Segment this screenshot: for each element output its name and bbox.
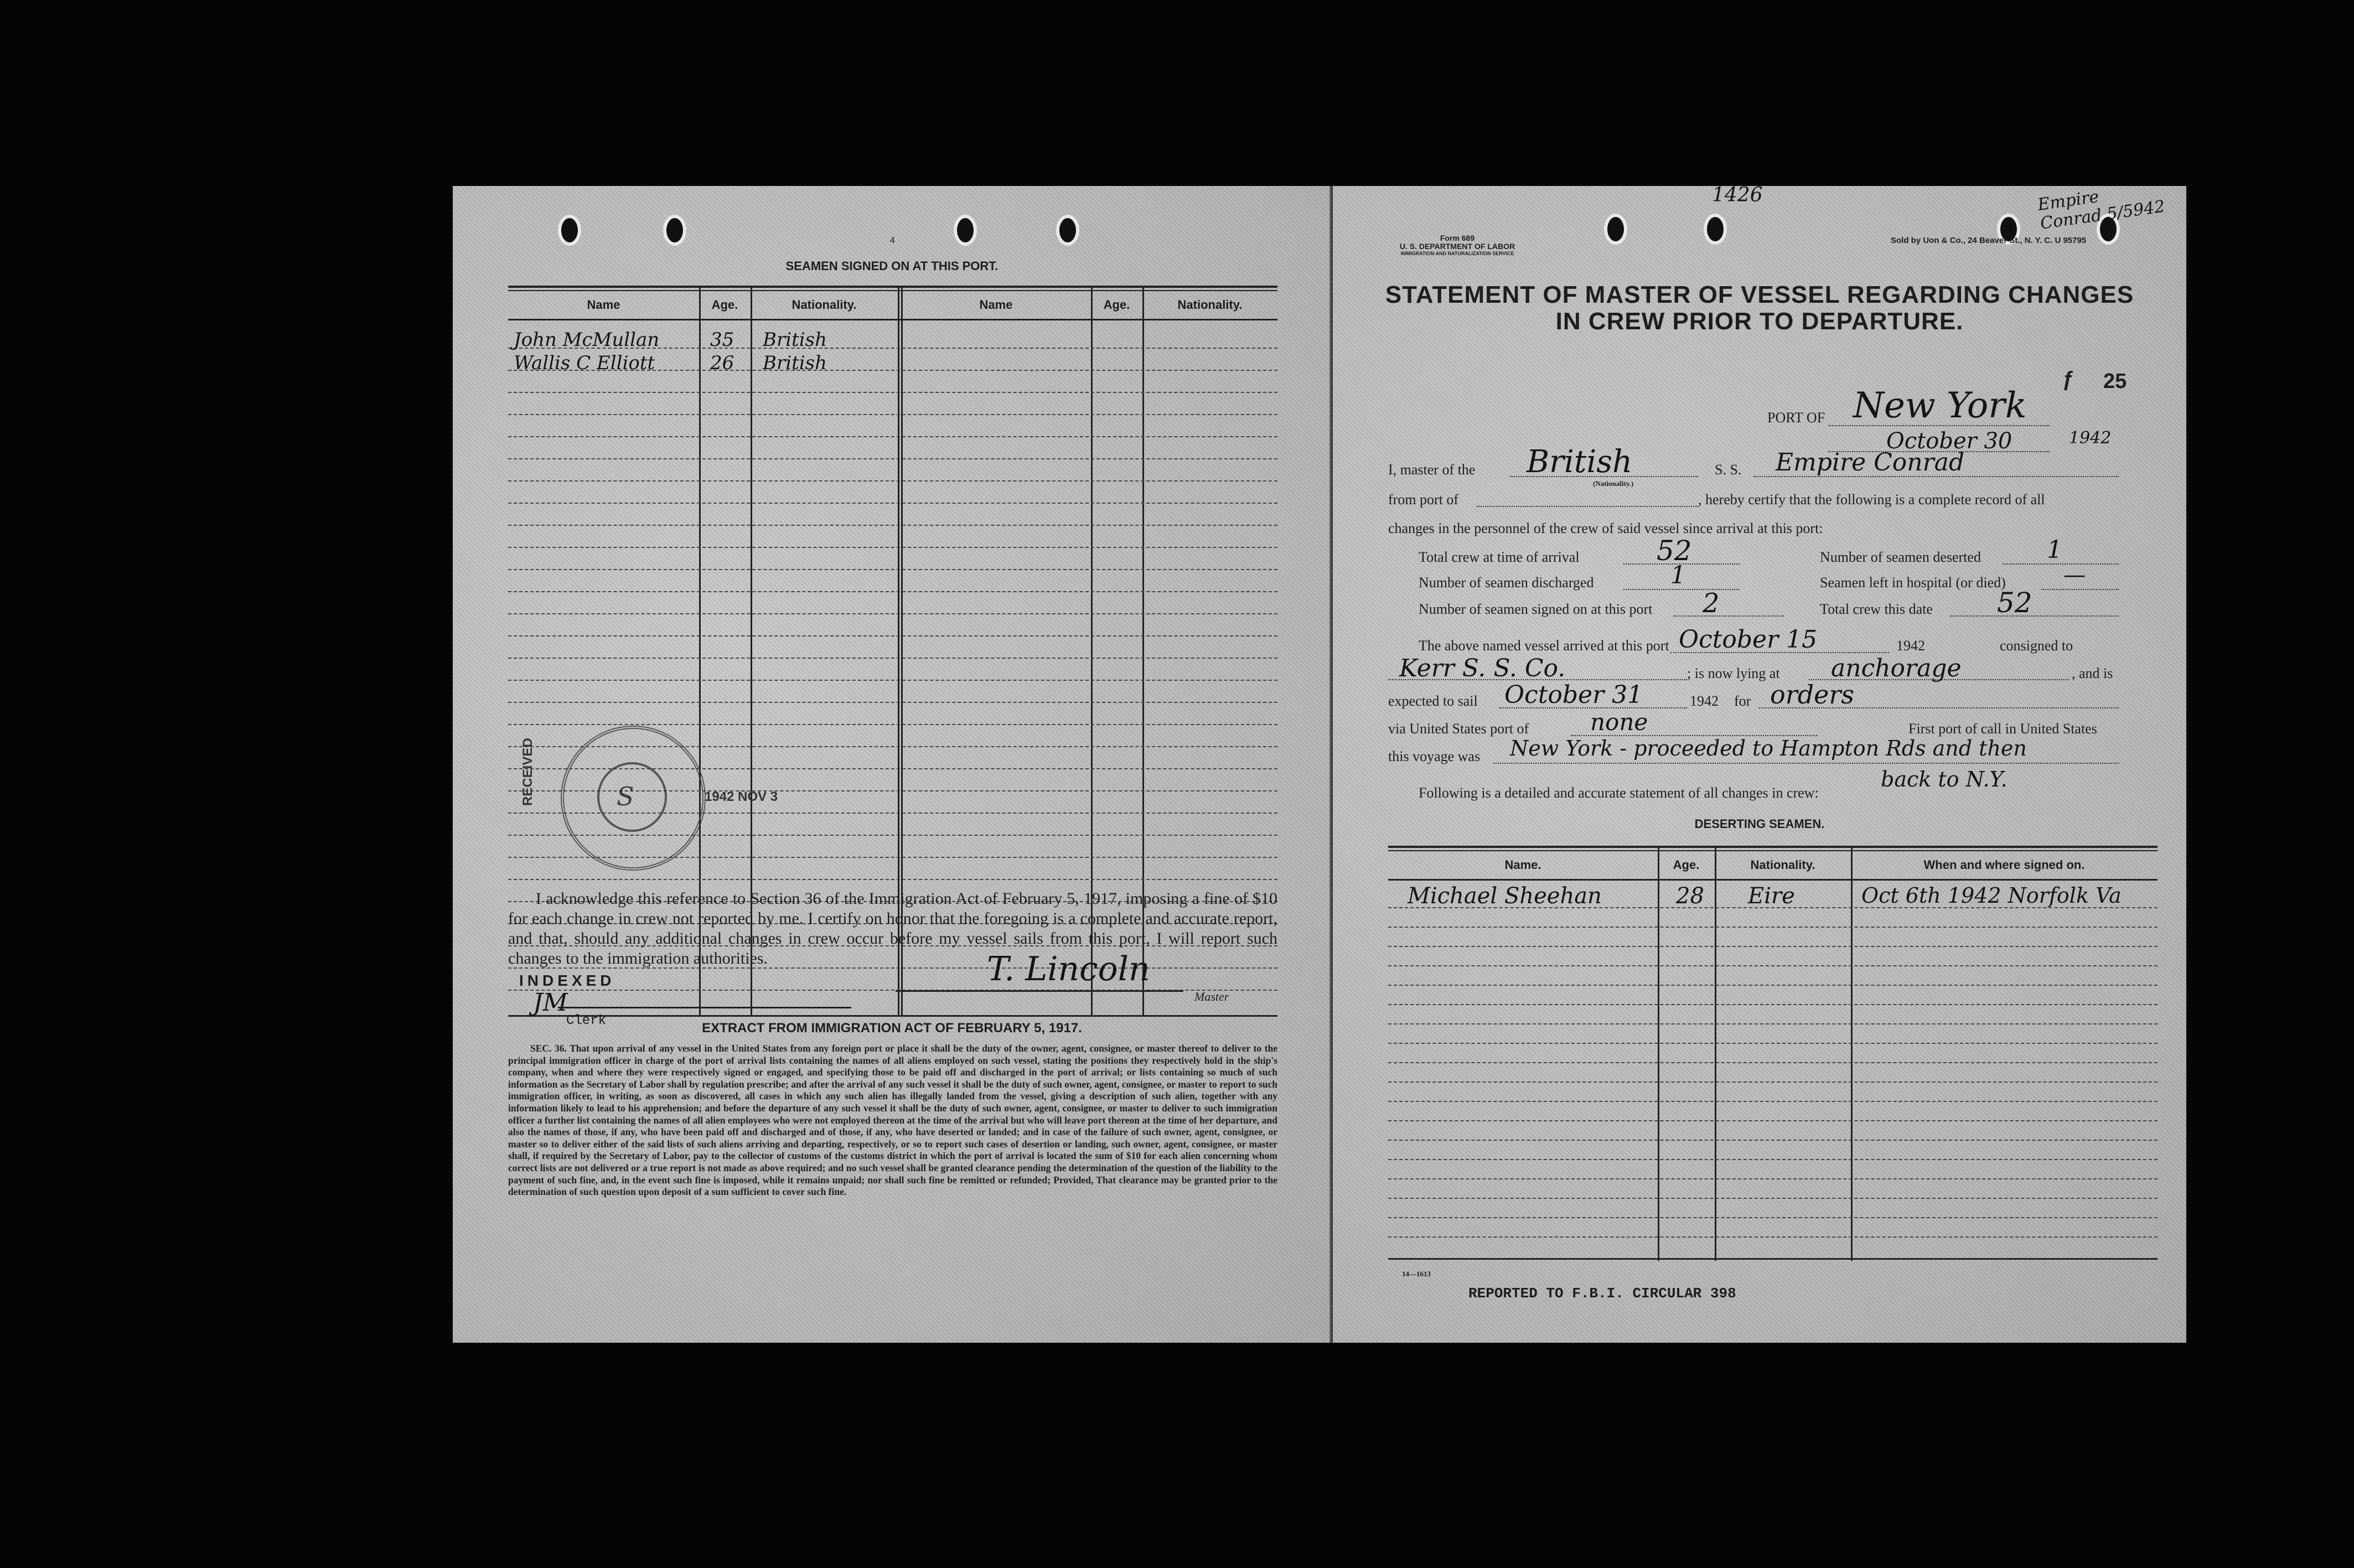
signed-on-value: 2 bbox=[1703, 588, 1720, 619]
department: U. S. DEPARTMENT OF LABOR bbox=[1399, 242, 1515, 251]
via-label: via United States port of bbox=[1388, 721, 1529, 737]
form-title-line1: STATEMENT OF MASTER OF VESSEL REGARDING CHANGES bbox=[1385, 281, 2134, 308]
col-header-name-2: Name bbox=[979, 298, 1013, 312]
ship-name-value: Empire Conrad bbox=[1776, 448, 1965, 477]
port-label: PORT OF bbox=[1767, 410, 1825, 426]
master-signature: T. Lincoln bbox=[987, 950, 1150, 989]
deserter-age: 28 bbox=[1676, 883, 1704, 909]
deserted-label: Number of seamen deserted bbox=[1820, 549, 1981, 565]
acknowledgement-text: I acknowledge this reference to Section 36 of the Immigration Act of February 5, 1917, imposing a fine of $10 for each change in crew not reported by me. I certify on honor that the foregoing is a complete and accurate report, and that, should any additional changes in crew occur before my vessel sails from this port, I will report such changes to the immigration authorities. bbox=[508, 889, 1277, 967]
date-value: October 30 bbox=[1886, 428, 2012, 454]
clerk-initials: JM bbox=[533, 989, 568, 1017]
deserter-nationality: Eire bbox=[1748, 883, 1795, 909]
stamp-date: 1942 NOV 3 bbox=[705, 789, 778, 804]
first-port-label: First port of call in United States bbox=[1908, 721, 2097, 737]
seaman-nationality: British bbox=[763, 352, 827, 374]
form-number: Form 689 bbox=[1440, 234, 1475, 242]
from-port-label: from port of bbox=[1388, 491, 1459, 508]
seller-line: Sold by Uon & Co., 24 Beaver St., N. Y. C. U 95795 bbox=[1891, 236, 2087, 245]
seaman-nationality: British bbox=[763, 329, 827, 351]
discharged-label: Number of seamen discharged bbox=[1419, 575, 1594, 591]
col-header-age-2: Age. bbox=[1103, 298, 1130, 312]
seaman-name: John McMullan bbox=[514, 329, 660, 351]
port-value: New York bbox=[1853, 385, 2027, 426]
extract-text: SEC. 36. That upon arrival of any vessel in the United States from any foreign port or place it shall be the duty of the owner, agent, consignee, or master thereof to deliver to the principal immigration officer in charge of the port of arrival lists containing the names of all aliens employed on such vessel, stating the positions they respectively hold in the ship's company, when and where they were respectively signed or engaged, and specifying those to be paid off and discharged in the port of arrival; or lists containing so much of such information as the Secretary of Labor shall by regulation prescribe; and after the arrival of any such vessel it shall be the duty of such owner, agent, consignee, or master to report to such immigration officer, in writing, as soon as discovered, all cases in which any such alien has illegally landed from the vessel, giving a description of such alien, together with any information likely to lead to his apprehension; and before the departure of any such vessel it shall be the duty of such owner, agent, consignee, or master to deliver to such immigration officer a further list containing the names of all alien employees who were not employed thereon at the time of the arrival but who will leave port thereon at the time of her departure, and also the names of those, if any, who have been paid off and discharged and of those, if any, who have deserted or landed; and in case of the failure of such owner, agent, consignee, or master so to deliver either of the said lists of such aliens arriving and departing, respectively, or so to report such cases of desertion or landing, such owner, agent, consignee, or master shall, if required by the Secretary of Labor, pay to the collector of customs of the customs district in which the port of arrival is located the sum of $10 for each alien concerning whom correct lists are not delivered or a true report is not made as above required; and no such vessel shall be granted clearance pending the determination of the question of the liability to the payment of such fine, and, in the event such fine is imposed, while it remains unpaid; nor shall such fine be remitted or refunded; Provided, That clearance may be granted prior to the determination of such question upon deposit of a sum sufficient to cover such fine. bbox=[508, 1043, 1277, 1198]
total-date-label: Total crew this date bbox=[1820, 601, 1933, 617]
received-stamp: S bbox=[561, 726, 706, 871]
punch-hole bbox=[1704, 214, 1727, 245]
seamen-signed-heading: SEAMEN SIGNED ON AT THIS PORT. bbox=[785, 259, 998, 273]
col-header-nationality: Nationality. bbox=[791, 298, 857, 312]
handwritten-number: 1426 bbox=[1712, 186, 1763, 206]
col-header-name: Name bbox=[587, 298, 620, 312]
col-header-nationality: Nationality. bbox=[1750, 858, 1815, 872]
page-mark: 25 bbox=[2103, 370, 2127, 393]
deserter-signed-on: Oct 6th 1942 Norfolk Va bbox=[1861, 883, 2122, 908]
changes-text: changes in the personnel of the crew of said vessel since arrival at this port: bbox=[1388, 520, 1823, 536]
hospital-value: — bbox=[2063, 562, 2086, 588]
col-header-age: Age. bbox=[1673, 858, 1700, 872]
voyage-label: this voyage was bbox=[1388, 748, 1481, 764]
received-label: RECEIVED bbox=[520, 738, 535, 806]
lying-value: anchorage bbox=[1831, 654, 1962, 682]
deserted-value: 1 bbox=[2047, 536, 2062, 564]
hospital-label: Seamen left in hospital (or died) bbox=[1820, 575, 2006, 591]
year-value: 1942 bbox=[2069, 428, 2112, 448]
for-value: orders bbox=[1770, 680, 1854, 710]
punch-hole bbox=[954, 215, 977, 246]
left-page bbox=[453, 186, 1331, 1343]
consignee-value: Kerr S. S. Co. bbox=[1399, 654, 1566, 682]
arrived-label: The above named vessel arrived at this port bbox=[1419, 638, 1669, 654]
corner-annotation: Empire Conrad 5/5942 bbox=[2036, 187, 2166, 234]
extract-heading: EXTRACT FROM IMMIGRATION ACT OF FEBRUARY 5, 1917. bbox=[702, 1021, 1082, 1036]
expected-year: 1942 bbox=[1690, 693, 1719, 709]
voyage-value-continued: back to N.Y. bbox=[1881, 767, 2008, 791]
form-title-line2: IN CREW PRIOR TO DEPARTURE. bbox=[1555, 308, 1964, 335]
deserting-table bbox=[1388, 846, 2158, 1261]
expected-value: October 31 bbox=[1504, 681, 1643, 709]
and-is-text: , and is bbox=[2072, 665, 2113, 681]
col-header-when-where: When and where signed on. bbox=[1923, 858, 2085, 872]
service: IMMIGRATION AND NATURALIZATION SERVICE bbox=[1400, 251, 1514, 256]
seaman-age: 26 bbox=[710, 352, 734, 374]
total-arrival-value: 52 bbox=[1657, 535, 1692, 567]
seaman-name: Wallis C Elliott bbox=[514, 352, 655, 374]
page-number: 4 bbox=[890, 236, 895, 245]
consigned-label: consigned to bbox=[2000, 638, 2073, 654]
footer-code: 14—1613 bbox=[1402, 1270, 1431, 1278]
signed-on-label: Number of seamen signed on at this port bbox=[1419, 601, 1653, 617]
voyage-value: New York - proceeded to Hampton Rds and then bbox=[1510, 736, 2027, 760]
punch-hole bbox=[663, 215, 686, 246]
lying-label: ; is now lying at bbox=[1687, 665, 1780, 681]
nationality-caption: (Nationality.) bbox=[1593, 479, 1634, 488]
via-value: none bbox=[1590, 708, 1648, 736]
page-mark-prefix: ƒ bbox=[2062, 368, 2074, 391]
right-page bbox=[1333, 186, 2186, 1343]
deserting-heading: DESERTING SEAMEN. bbox=[1694, 817, 1825, 831]
clerk-label: Clerk bbox=[566, 1013, 607, 1028]
seaman-age: 35 bbox=[710, 329, 734, 351]
discharged-value: 1 bbox=[1670, 561, 1686, 589]
ss-label: S. S. bbox=[1715, 462, 1742, 478]
deserter-name: Michael Sheehan bbox=[1408, 883, 1602, 909]
master-label: Master bbox=[1194, 990, 1229, 1003]
following-text: Following is a detailed and accurate statement of all changes in crew: bbox=[1419, 785, 1819, 801]
punch-hole bbox=[558, 215, 581, 246]
total-date-value: 52 bbox=[1997, 587, 2032, 619]
col-header-nationality-2: Nationality. bbox=[1177, 298, 1243, 312]
punch-hole bbox=[1604, 214, 1627, 245]
expected-label: expected to sail bbox=[1388, 693, 1478, 709]
for-label: for bbox=[1734, 693, 1751, 709]
arrived-value: October 15 bbox=[1679, 625, 1818, 654]
reported-fbi-stamp: REPORTED TO F.B.I. CIRCULAR 398 bbox=[1468, 1285, 1736, 1302]
punch-hole bbox=[1056, 215, 1079, 246]
arrived-year: 1942 bbox=[1896, 638, 1925, 654]
master-of-label: I, master of the bbox=[1388, 462, 1476, 478]
col-header-age: Age. bbox=[711, 298, 738, 312]
total-arrival-label: Total crew at time of arrival bbox=[1419, 549, 1580, 565]
certify-text: , hereby certify that the following is a complete record of all bbox=[1698, 491, 2045, 508]
col-header-name: Name. bbox=[1504, 858, 1541, 872]
indexed-stamp: INDEXED bbox=[519, 972, 615, 989]
nationality-value: British bbox=[1527, 444, 1633, 480]
